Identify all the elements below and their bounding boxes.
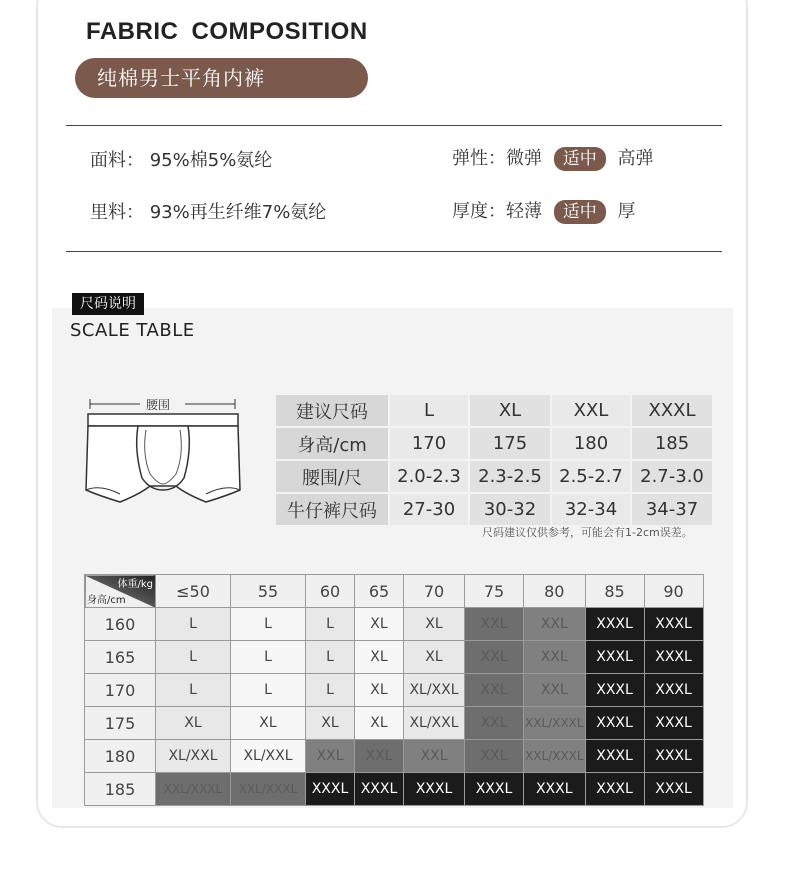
fit-table-cell: XL [306,707,355,740]
corner-weight-label: 体重/kg [117,579,153,590]
size-table-row [275,427,713,460]
fit-table-cell: XXL/XXXL [156,773,231,806]
size-table-cell: L [389,394,469,427]
fit-table-weight-header: 65 [355,575,404,608]
fit-table-cell: XL [355,707,404,740]
fit-table-weight-header: 85 [585,575,644,608]
fit-table-cell: L [306,674,355,707]
fit-table-cell: XL [355,641,404,674]
fit-table-cell: XXL [524,641,586,674]
fit-table [84,574,704,806]
size-table-cell: 2.3-2.5 [469,460,551,493]
lining-value: 93%再生纤维7%氨纶 [149,202,327,223]
fit-table-weight-header: 55 [231,575,306,608]
elasticity-spec [452,144,653,171]
fit-table-cell: XXXL [355,773,404,806]
fit-table-cell: XL [355,608,404,641]
thickness-spec [452,197,635,224]
fit-table-cell: XXL [465,707,524,740]
size-table-cell: 2.0-2.3 [389,460,469,493]
fit-table-cell: L [231,641,306,674]
fit-table-cell: XXL/XXXL [524,707,586,740]
elasticity-high: 高弹 [617,148,654,169]
fit-table-header-row [85,575,704,608]
fit-table-corner [85,575,156,608]
fit-table-cell: L [156,608,231,641]
fit-table-row [85,773,704,806]
fit-table-cell: XXXL [524,773,586,806]
fit-table-row [85,707,704,740]
size-table-cell: 27-30 [389,493,469,526]
fit-table-cell: XXXL [585,740,644,773]
fit-table-cell: XXXL [644,773,703,806]
fit-table-weight-header: 75 [465,575,524,608]
fit-table-cell: XL/XXL [231,740,306,773]
fit-table-cell: XXXL [404,773,465,806]
size-table-cell: 2.5-2.7 [551,460,631,493]
fit-table-cell: XXL [524,674,586,707]
thickness-label: 厚度： [452,201,506,222]
size-table-cell: 175 [469,427,551,460]
fit-table-weight-header: 80 [524,575,586,608]
fit-table-cell: XXXL [585,608,644,641]
fit-table-cell: XXL [355,740,404,773]
lining-label: 里料： [90,202,144,223]
fit-table-height-header: 180 [85,740,156,773]
fit-table-row [85,674,704,707]
thickness-low: 轻薄 [506,201,542,222]
fit-table-cell: XXXL [465,773,524,806]
size-table-row [275,493,713,526]
fit-table-cell: XXL [404,740,465,773]
size-guide-tag: 尺码说明 [72,293,144,315]
fit-table-cell: XL/XXL [404,707,465,740]
fit-table-cell: L [306,641,355,674]
fit-table-cell: XXL [465,608,524,641]
size-table-row [275,394,713,427]
bottom-divider [66,251,722,252]
fit-table-row [85,608,704,641]
size-table-cell: 180 [551,427,631,460]
lining-spec [90,198,326,224]
size-table-cell: XXL [551,394,631,427]
product-name-pill: 纯棉男士平角内裤 [75,58,368,98]
fit-table-cell: XL/XXL [404,674,465,707]
fit-table-cell: XXL [465,674,524,707]
size-table-row [275,460,713,493]
fit-table-height-header: 185 [85,773,156,806]
fit-table-cell: XXXL [585,707,644,740]
size-table-cell: 170 [389,427,469,460]
fit-table-cell: XXXL [644,740,703,773]
fit-table-cell: XXL/XXXL [231,773,306,806]
fit-table-cell: L [231,608,306,641]
size-table-cell: 185 [631,427,713,460]
page-title: FABRIC COMPOSITION [86,18,368,45]
elasticity-selected-badge: 适中 [554,147,606,171]
thickness-high: 厚 [617,201,636,222]
fit-table-height-header: 160 [85,608,156,641]
fit-table-cell: XXL/XXXL [524,740,586,773]
waist-label: 腰围 [146,398,171,412]
fit-table-weight-header: 70 [404,575,465,608]
fit-table-cell: XXXL [644,707,703,740]
fit-table-cell: XL/XXL [156,740,231,773]
fit-table-cell: XXL [465,740,524,773]
size-table-cell: 2.7-3.0 [631,460,713,493]
fabric-label: 面料： [90,150,144,171]
fit-table-height-header: 175 [85,707,156,740]
top-divider [66,125,722,126]
elasticity-low: 微弹 [506,148,542,169]
size-table-row-header: 建议尺码 [275,394,389,427]
fit-table-cell: L [231,674,306,707]
fit-table-cell: L [156,641,231,674]
fit-table-height-header: 170 [85,674,156,707]
scale-table-title: SCALE TABLE [70,320,195,341]
fit-table-cell: XXXL [585,674,644,707]
fit-table-cell: XXXL [306,773,355,806]
size-table-cell: 30-32 [469,493,551,526]
fit-table-cell: XXXL [644,674,703,707]
fit-table-cell: XL [156,707,231,740]
size-table-cell: XL [469,394,551,427]
fit-table-cell: XL [231,707,306,740]
fit-table-weight-header: 60 [306,575,355,608]
fit-table-cell: L [156,674,231,707]
size-table-cell: XXXL [631,394,713,427]
fit-table-weight-header: 90 [644,575,703,608]
fabric-spec [90,146,272,172]
fit-table-cell: XL [355,674,404,707]
size-table-row-header: 腰围/尺 [275,460,389,493]
corner-height-label: 身高/cm [87,595,126,606]
fit-table-cell: XXXL [585,641,644,674]
elasticity-label: 弹性： [452,148,506,169]
size-table-row-header: 牛仔裤尺码 [275,493,389,526]
fit-table-cell: XXXL [585,773,644,806]
size-table-row-header: 身高/cm [275,427,389,460]
fit-table-cell: XL [404,608,465,641]
thickness-selected-badge: 适中 [554,200,606,224]
size-table-cell: 32-34 [551,493,631,526]
fit-table-row [85,641,704,674]
size-table-cell: 34-37 [631,493,713,526]
fit-table-cell: XXL [465,641,524,674]
fit-table-cell: L [306,608,355,641]
fabric-value: 95%棉5%氨纶 [149,150,273,171]
fit-table-height-header: 165 [85,641,156,674]
fit-table-cell: XL [404,641,465,674]
fit-table-cell: XXL [306,740,355,773]
size-table [274,393,714,527]
fit-table-cell: XXXL [644,608,703,641]
fit-table-weight-header: ≤50 [156,575,231,608]
fit-table-row [85,740,704,773]
size-note: 尺码建议仅供参考，可能会有1-2cm误差。 [482,526,693,539]
fit-table-cell: XXL [524,608,586,641]
fit-table-cell: XXXL [644,641,703,674]
